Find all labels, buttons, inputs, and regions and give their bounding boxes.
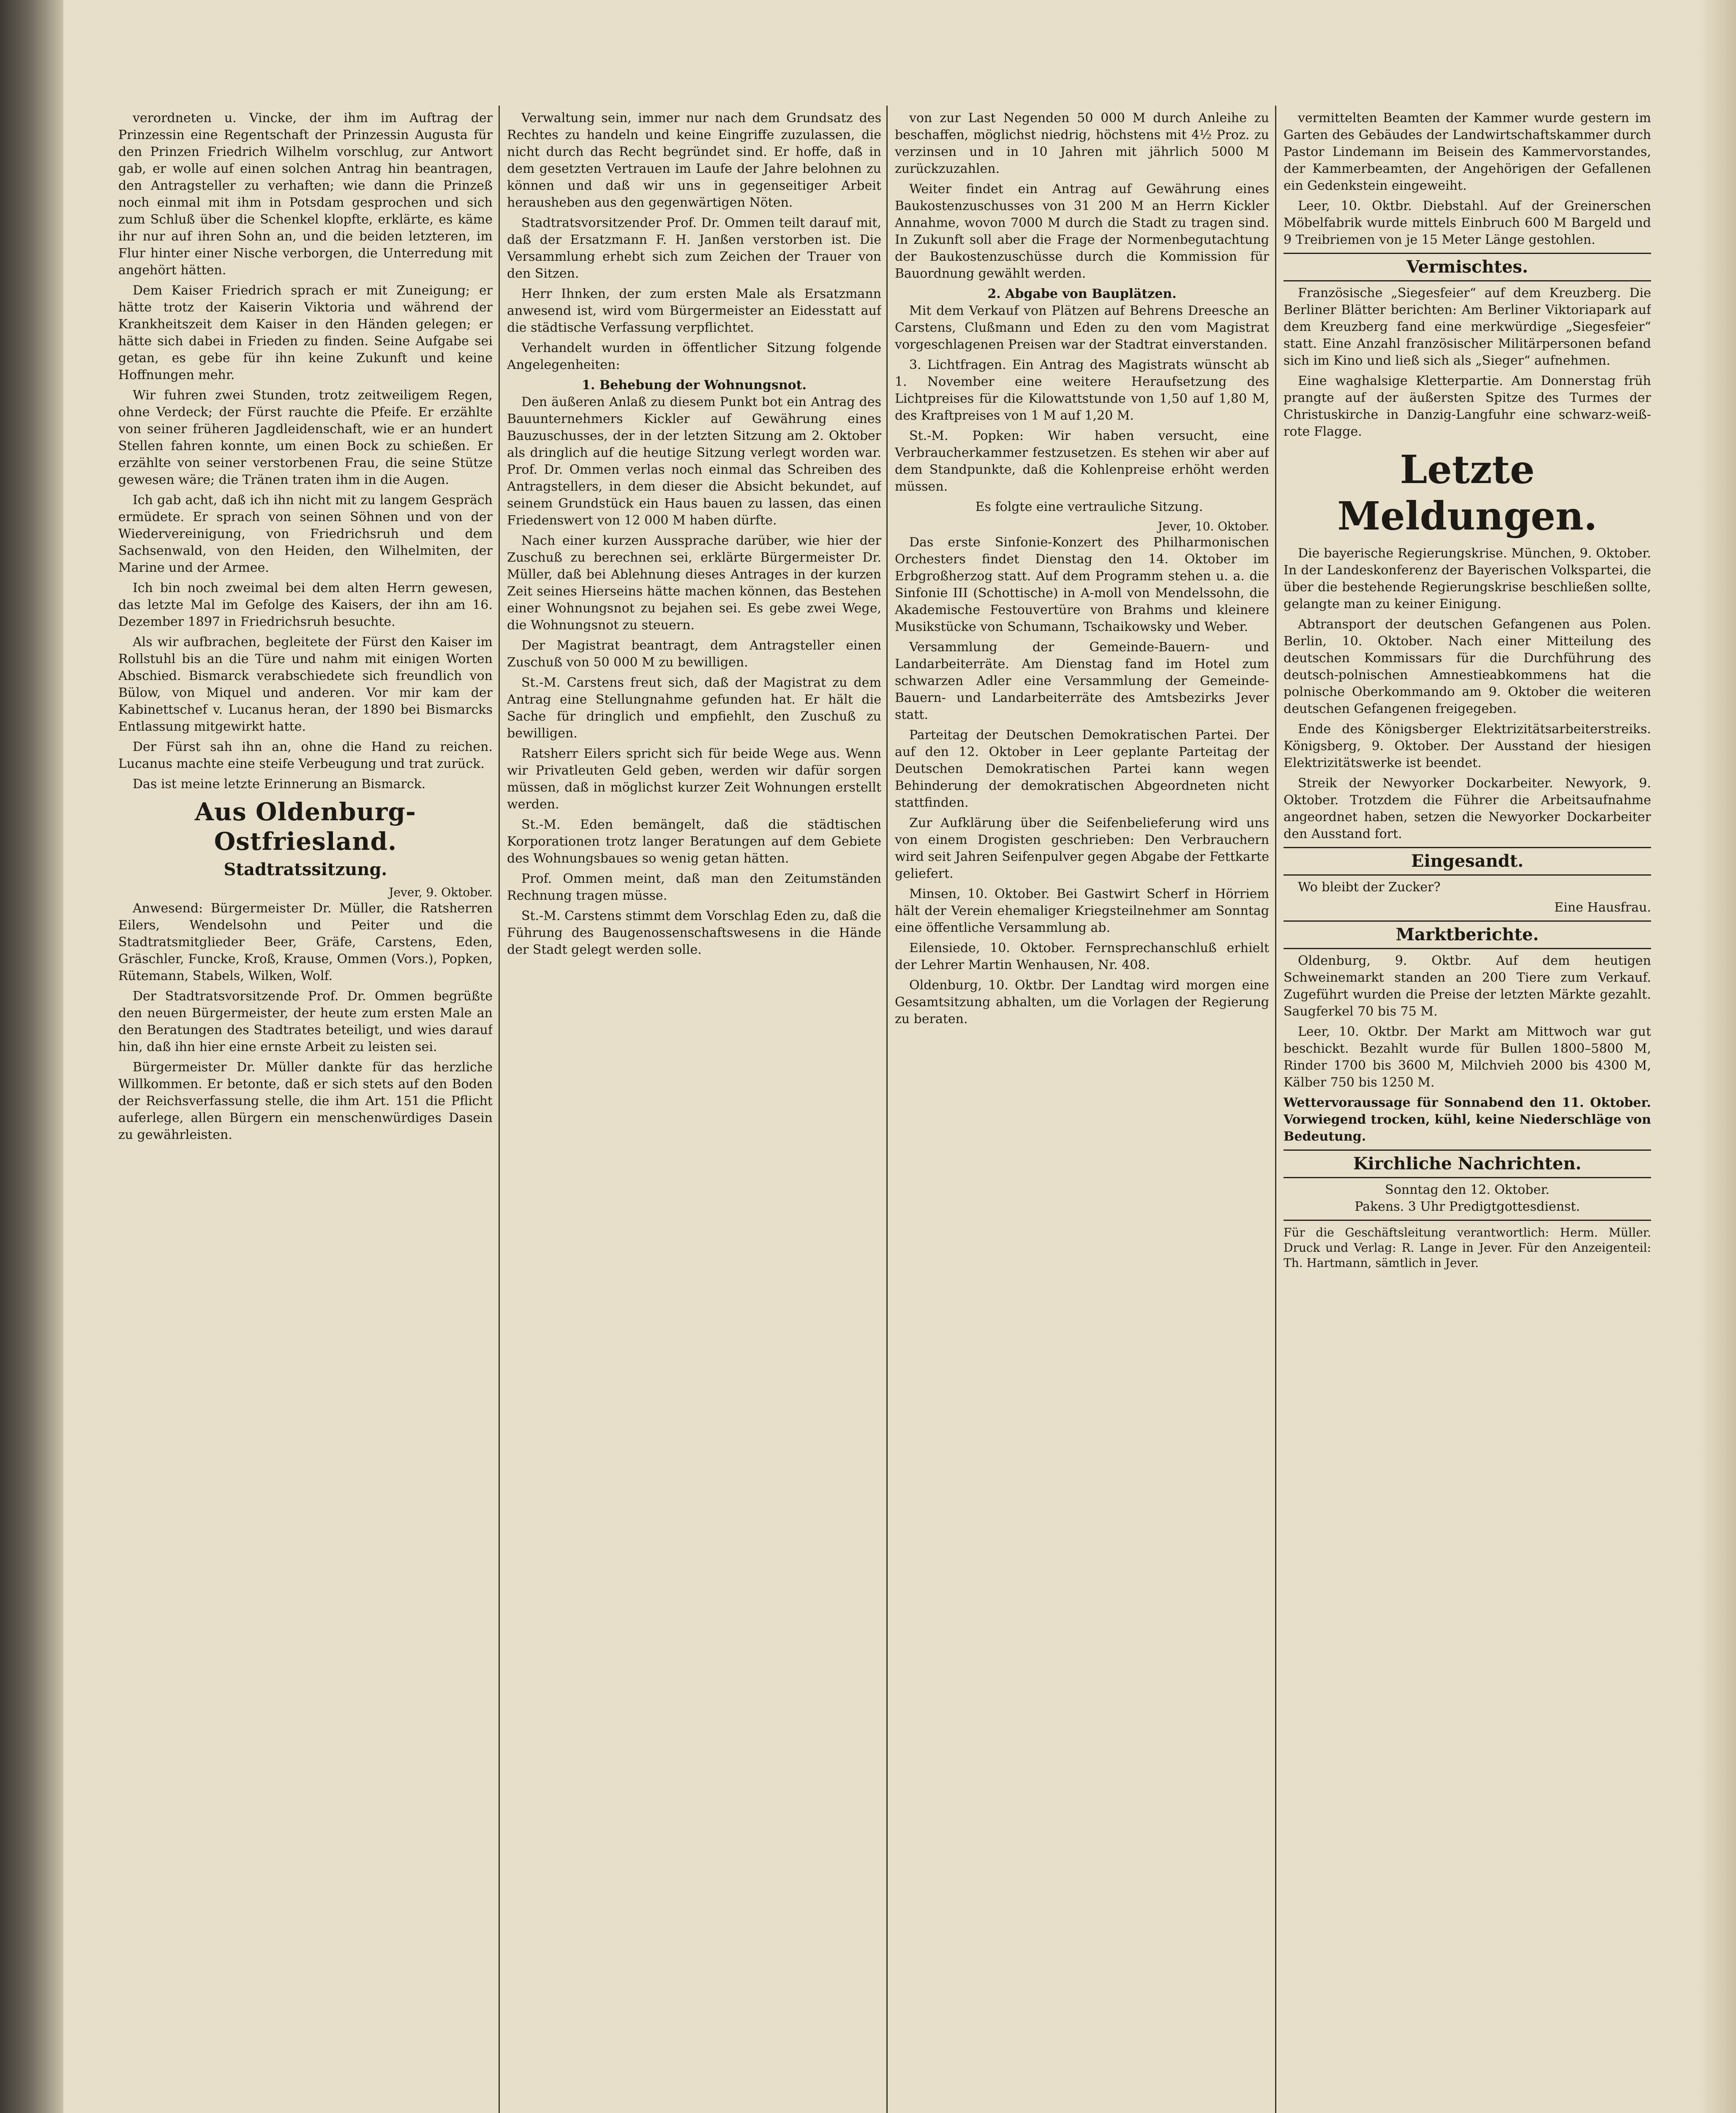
col1-para: Dem Kaiser Friedrich sprach er mit Zuneigung; er hätte trotz der Kaiserin Viktoria und während der Krankheitszeit dem Kaiser in den Händen gelegen; er hätte sich dabei in Frieden zu finden. Seine Aufgabe sei getan, es gebe für ihn keine Zukunft und keine Hoffnungen mehr. <box>118 283 493 382</box>
column-4 <box>1284 110 1651 2113</box>
heading-kirchliche-nachrichten: Kirchliche Nachrichten. <box>1284 1149 1651 1178</box>
column-rule-3 <box>1275 106 1276 2113</box>
col3-para: Oldenburg, 10. Oktbr. Der Landtag wird morgen eine Gesamtsitzung abhalten, um die Vorlagen der Regierung zu beraten. <box>895 978 1269 1026</box>
imprint: Für die Geschäftsleitung verantwortlich: Herm. Müller. Druck und Verlag: R. Lange in Jever. Für den Anzeigenteil: Th. Hartmann, sämtlich in Jever. <box>1284 1226 1651 1270</box>
eingesandt-text: Wo bleibt der Zucker? <box>1298 880 1441 895</box>
col3-para: Weiter findet ein Antrag auf Gewährung eines Baukostenzuschusses von 31 200 M an Herrn Kickler Annahme, wovon 7000 M durch die Stadt zu tragen sind. In Zukunft soll aber die Frage der Normenbegutachtung der Baukostenzuschüsse durch die Kommission für Bauordnung gewählt werden. <box>895 182 1269 281</box>
section-subtitle: Stadtratssitzung. <box>223 860 387 879</box>
col3-para: Eilensiede, 10. Oktober. Fernsprechanschluß erhielt der Lehrer Martin Wenhausen, Nr. 408. <box>895 941 1269 972</box>
col3-para: Das erste Sinfonie-Konzert des Philharmonischen Orchesters findet Dienstag den 14. Oktober im Erbgroßherzog statt. Auf dem Programm stehen u. a. die Sinfonie III (Schottische) in A-moll von Mendelssohn, die Akademische Festouvertüre von Brahms und kleinere Musikstücke von Schumann, Tschaikowsky und Weber. <box>895 535 1269 634</box>
col4-para: Leer, 10. Oktbr. Diebstahl. Auf der Greinerschen Möbelfabrik wurde mittels Einbruch 600 M Bargeld und 9 Treibriemen von je 15 Meter Länge gestohlen. <box>1284 199 1651 247</box>
col2-para: Nach einer kurzen Aussprache darüber, wie hier der Zuschuß zu berechnen sei, erklärte Bürgermeister Dr. Müller, daß bei Ablehnung dieses Antrages in der kurzen Zeit seines Hierseins hätte machen können, das Bestehen einer Wohnungsnot zu bejahen sei. Es gebe zwei Wege, die Wohnungsnot zu steuern. <box>507 533 881 633</box>
col1-para: Als wir aufbrachen, begleitete der Fürst den Kaiser im Rollstuhl bis an die Türe und nahm mit einigen Worten Abschied. Bismarck verabschiedete sich freundlich von Bülow, von Miquel und anderen. Vor mir kam der Kabinettschef v. Lucanus heran, der 1890 bei Bismarcks Entlassung mitgewirkt hatte. <box>118 635 493 734</box>
imprint-rule <box>1284 1220 1651 1221</box>
dateline: Jever, 10. Oktober. <box>1158 519 1269 533</box>
col4-para: Abtransport der deutschen Gefangenen aus Polen. Berlin, 10. Oktober. Nach einer Mitteilung des deutschen Kommissars für die Durchführung des deutsch-polnischen Amnestieabkommens hat die polnische Oberkommando am 9. Oktober die weiteren deutschen Gefangenen freigegeben. <box>1284 617 1651 716</box>
col2-para: Der Magistrat beantragt, dem Antragsteller einen Zuschuß von 50 000 M zu bewilligen. <box>507 638 881 670</box>
subhead-bauplaetze: 2. Abgabe von Bauplätzen. <box>987 287 1177 301</box>
section-title-oldenburg: Aus Oldenburg-Ostfriesland. <box>194 797 417 856</box>
book-binding <box>0 0 63 2113</box>
col3-para: Zur Aufklärung über die Seifenbelieferung wird uns von einem Drogisten geschrieben: Den Verbrauchern wird seit Jahren Seifenpulver gegen Abgabe der Fettkarte geliefert. <box>895 816 1269 881</box>
col2-para: Verhandelt wurden in öffentlicher Sitzung folgende Angelegenheiten: <box>507 341 881 372</box>
col1-para: Anwesend: Bürgermeister Dr. Müller, die Ratsherren Eilers, Wendelsohn und Peiter und die Stadtratsmitglieder Beer, Gräfe, Carstens, Eden, Gräschler, Funcke, Kroß, Krause, Ommen (Vors.), Popken, Rütemann, Stabels, Wilken, Wolf. <box>118 901 493 983</box>
church-date: Sonntag den 12. Oktober. <box>1385 1182 1550 1197</box>
col1-para: Der Fürst sah ihn an, ohne die Hand zu reichen. Lucanus machte eine steife Verbeugung und trat zurück. <box>118 740 493 771</box>
subhead-wohnungsnot: 1. Behebung der Wohnungsnot. <box>582 378 807 393</box>
col1-para: verordneten u. Vincke, der ihm im Auftrag der Prinzessin eine Regentschaft der Prinzessin Augusta für den Prinzen Friedrich Wilhelm vorschlug, zur Antwort gab, er wolle auf einen solchen Antrag hin beantragen, den Antragsteller zu verhaften; wie dann die Prinzeß noch einmal mit ihm in Potsdam gesprochen und sich zum Schluß über die Schenkel klopfte, erklärte, es käme ihr nur auf ihren Sohn an, und die beiden letzteren, im Flur hinter einer Nische verborgen, die Unterredung mit angehört hätten. <box>118 111 493 278</box>
page-edge-stain <box>1698 0 1736 2113</box>
heading-letzte-meldungen: Letzte Meldungen. <box>1337 447 1597 539</box>
col3-para: Versammlung der Gemeinde-Bauern- und Landarbeiterräte. Am Dienstag fand im Hotel zum schwarzen Adler eine Versammlung der Gemeinde-Bauern- und Landarbeiterräte des Amtsbezirks Jever statt. <box>895 640 1269 722</box>
column-rule-1 <box>499 106 500 2113</box>
col2-para: Herr Ihnken, der zum ersten Male als Ersatzmann anwesend ist, wird vom Bürgermeister an Eidesstatt auf die städtische Verfassung verpflichtet. <box>507 287 881 335</box>
column-1 <box>118 110 493 2113</box>
weather-forecast: Wettervoraussage für Sonnabend den 11. Oktober. Vorwiegend trocken, kühl, keine Niederschläge von Bedeutung. <box>1284 1095 1651 1144</box>
col4-para: Die bayerische Regierungskrise. München, 9. Oktober. In der Landeskonferenz der Bayerischen Volkspartei, die über die bestehende Regierungskrise beschließen sollte, gelangte man zu keiner Einigung. <box>1284 546 1651 612</box>
col4-para: Leer, 10. Oktbr. Der Markt am Mittwoch war gut beschickt. Bezahlt wurde für Bullen 1800–5800 M, Rinder 1700 bis 3600 M, Milchvieh 2000 bis 4300 M, Kälber 750 bis 1250 M. <box>1284 1024 1651 1090</box>
eingesandt-signature: Eine Hausfrau. <box>1554 900 1651 915</box>
column-3 <box>895 110 1269 2113</box>
col2-para: Stadtratsvorsitzender Prof. Dr. Ommen teilt darauf mit, daß der Ersatzmann F. H. Janßen verstorben ist. Die Versammlung erhebt sich zum Zeichen der Trauer von den Sitzen. <box>507 216 881 281</box>
col4-para: vermittelten Beamten der Kammer wurde gestern im Garten des Gebäudes der Landwirtschaftskammer durch Pastor Lindemann im Beisein des Kammervorstandes, der Kammerbeamten, der Angehörigen der Gefallenen ein Gedenkstein eingeweiht. <box>1284 111 1651 193</box>
col2-para: St.-M. Eden bemängelt, daß die städtischen Korporationen trotz langer Beratungen auf dem Gebiete des Wohnungsbaues so wenig getan hätten. <box>507 817 881 866</box>
col4-para: Eine waghalsige Kletterpartie. Am Donnerstag früh prangte auf der äußersten Spitze des Turmes der Christuskirche in Danzig-Langfuhr eine schwarz-weiß-rote Flagge. <box>1284 374 1651 439</box>
col1-para: Wir fuhren zwei Stunden, trotz zeitweiligem Regen, ohne Verdeck; der Fürst rauchte die Pfeife. Er erzählte von seiner früheren Jagdleidenschaft, wie er an hundert Stellen fahren konnte, um einen Bock zu schießen. Er erzählte von seiner verstorbenen Frau, die seine Stütze gewesen wäre; die Tränen traten ihm in die Augen. <box>118 388 493 487</box>
col2-para: Verwaltung sein, immer nur nach dem Grundsatz des Rechtes zu handeln und keine Eingriffe zuzulassen, die nicht durch das Recht begründet sind. Er hoffe, daß in dem gesetzten Vertrauen im Laufe der Jahre belohnen zu können und daß wir uns in gegenseitiger Arbeit herausheben aus den gegenwärtigen Nöten. <box>507 111 881 210</box>
col3-para: von zur Last Negenden 50 000 M durch Anleihe zu beschaffen, möglichst niedrig, höchstens mit 4½ Proz. zu verzinsen und in 10 Jahren mit jährlich 5000 M zurückzuzahlen. <box>895 111 1269 176</box>
col1-para: Bürgermeister Dr. Müller dankte für das herzliche Willkommen. Er betonte, daß er sich stets auf den Boden der Reichsverfassung stelle, die ihm Art. 151 die Pflicht auferlege, allen Bürgern ein menschenwürdiges Dasein zu gewährleisten. <box>118 1060 493 1142</box>
col3-para: Minsen, 10. Oktober. Bei Gastwirt Scherf in Hörriem hält der Verein ehemaliger Kriegsteilnehmer am Sonntag eine öffentliche Versammlung ab. <box>895 887 1269 935</box>
newspaper-page <box>63 0 1736 2113</box>
col2-para: Ratsherr Eilers spricht sich für beide Wege aus. Wenn wir Privatleuten Geld geben, werden wir dafür sorgen müssen, daß in möglichst kurzer Zeit Wohnungen erstellt werden. <box>507 746 881 812</box>
col1-para: Ich gab acht, daß ich ihn nicht mit zu langem Gespräch ermüdete. Er sprach von seinen Söhnen und von der Wiedervereinigung, von Friedrichsruh und dem Sachsenwald, von den Heiden, den Wilhelmiten, der Marine und der Armee. <box>118 493 493 575</box>
col3-para: Es folgte eine vertrauliche Sitzung. <box>975 500 1203 514</box>
column-rule-2 <box>886 106 888 2113</box>
col1-para: Ich bin noch zweimal bei dem alten Herrn gewesen, das letzte Mal im Gefolge des Kaisers, der ihn am 16. Dezember 1897 in Friedrichsruh besuchte. <box>118 581 493 629</box>
heading-vermischtes: Vermischtes. <box>1284 253 1651 281</box>
heading-marktberichte: Marktberichte. <box>1284 920 1651 949</box>
church-service: Pakens. 3 Uhr Predigtgottesdienst. <box>1354 1199 1580 1214</box>
col4-para: Ende des Königsberger Elektrizitätsarbeiterstreiks. Königsberg, 9. Oktober. Der Ausstand der hiesigen Elektrizitätswerke ist beendet. <box>1284 722 1651 770</box>
col4-para: Oldenburg, 9. Oktbr. Auf dem heutigen Schweinemarkt standen an 200 Tiere zum Verkauf. Zugeführt wurden die Preise der letzten Märkte gezahlt. Saugferkel 70 bis 75 M. <box>1284 953 1651 1019</box>
col3-para: Parteitag der Deutschen Demokratischen Partei. Der auf den 12. Oktober in Leer geplante Parteitag der Deutschen Demokratischen Partei kann wegen Behinderung der demokratischen Abgeordneten nicht stattfinden. <box>895 728 1269 810</box>
col2-para: Prof. Ommen meint, daß man den Zeitumständen Rechnung tragen müsse. <box>507 871 881 903</box>
col2-para: St.-M. Carstens stimmt dem Vorschlag Eden zu, daß die Führung des Baugenossenschaftswesens in die Hände der Stadt gelegt werden solle. <box>507 909 881 957</box>
col1-para: Das ist meine letzte Erinnerung an Bismarck. <box>133 777 426 792</box>
col3-para: St.-M. Popken: Wir haben versucht, eine Verbraucherkammer festzusetzen. Es stehen wir aber auf dem Standpunkte, daß die Kohlenpreise erhöht werden müssen. <box>895 429 1269 494</box>
col4-para: Französische „Siegesfeier“ auf dem Kreuzberg. Die Berliner Blätter berichten: Am Berliner Viktoriapark auf dem Kreuzberg fand eine merkwürdige „Siegesfeier“ statt. Eine Anzahl französischer Militärpersonen befand sich im Kino und ließ sich als „Sieger“ aufnehmen. <box>1284 286 1651 368</box>
col2-para: Den äußeren Anlaß zu diesem Punkt bot ein Antrag des Bauunternehmers Kickler auf Gewährung eines Bauzuschusses, der in der letzten Sitzung am 2. Oktober als dringlich auf die heutige Sitzung verlegt worden war. Prof. Dr. Ommen verlas noch einmal das Schreiben des Antragstellers, in dem dieser die Absicht bekundet, auf seinem Grundstück ein Haus bauen zu lassen, das einen Friedenswert von 12 000 M haben dürfte. <box>507 395 881 528</box>
column-2 <box>507 110 881 2113</box>
heading-eingesandt: Eingesandt. <box>1284 847 1651 876</box>
col4-para: Streik der Newyorker Dockarbeiter. Newyork, 9. Oktober. Trotzdem die Führer die Arbeitsaufnahme angeordnet haben, setzen die Newyorker Dockarbeiter den Ausstand fort. <box>1284 776 1651 841</box>
col3-para: 3. Lichtfragen. Ein Antrag des Magistrats wünscht ab 1. November eine weitere Heraufsetzung des Lichtpreises für die Kilowattstunde von 1,50 auf 1,80 M, des Kraftpreises von 1 M auf 1,20 M. <box>895 358 1269 423</box>
dateline: Jever, 9. Oktober. <box>389 885 493 899</box>
col3-para: Mit dem Verkauf von Plätzen auf Behrens Dreesche an Carstens, Clußmann und Eden zu den vom Magistrat vorgeschlagenen Preisen war der Stadtrat einverstanden. <box>895 303 1269 352</box>
col2-para: St.-M. Carstens freut sich, daß der Magistrat zu dem Antrag eine Stellungnahme gefunden hat. Er hält die Sache für dringlich und empfiehlt, den Zuschuß zu bewilligen. <box>507 675 881 741</box>
col1-para: Der Stadtratsvorsitzende Prof. Dr. Ommen begrüßte den neuen Bürgermeister, der heute zum ersten Male an den Beratungen des Stadtrates beteiligt, und wies darauf hin, daß ihn hier eine ernste Arbeit zu leisten sei. <box>118 989 493 1054</box>
